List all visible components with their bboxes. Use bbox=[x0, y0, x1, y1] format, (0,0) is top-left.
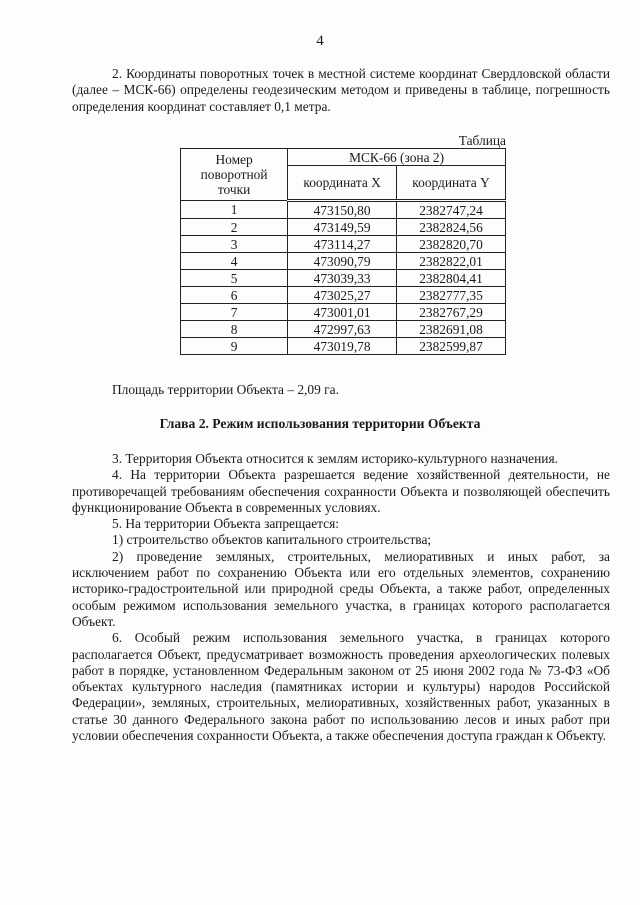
cell-y: 2382747,24 bbox=[397, 201, 506, 219]
page-number: 4 bbox=[316, 33, 324, 49]
cell-x: 472997,63 bbox=[288, 321, 397, 338]
chapter-title: Глава 2. Режим использования территории Объекта bbox=[159, 416, 481, 431]
paragraph-6: 6. Особый режим использования земельного участка, в границах которого располагается Объект, предусматривает возможность проведения археологических полевых работ в порядке, установленном Федеральным законом от 25 июня 2002 года № 73-ФЗ «Об объектах культурного наследия (памятниках истории и культуры) народов Российской Федерации», земляных, строительных, мелиоративных, хозяйственных работ, указанных в статье 30 данного Федерального закона работ по использованию лесов и иных работ при условии обеспечения сохранности Объекта, а также обеспечения доступа граждан к Объекту. bbox=[72, 630, 610, 744]
cell-y: 2382777,35 bbox=[397, 287, 506, 304]
header-coordinate-x-label: координата X bbox=[303, 175, 381, 190]
section-usage-regime bbox=[72, 451, 610, 744]
cell-point-number: 1 bbox=[181, 201, 288, 219]
paragraph-2: 2. Координаты поворотных точек в местной системе координат Свердловской области (далее – МСК-66) определены геодезическим методом и приведены в таблице, погрешность определения координат составляет 0,1 метра. bbox=[72, 66, 610, 114]
table-row bbox=[181, 287, 506, 304]
table-row bbox=[181, 338, 506, 355]
cell-point-number: 2 bbox=[181, 219, 288, 236]
header-coordinate-y bbox=[397, 166, 506, 201]
header-point-number: Номер поворотной точки bbox=[181, 149, 288, 201]
cell-x: 473090,79 bbox=[288, 253, 397, 270]
cell-y: 2382820,70 bbox=[397, 236, 506, 253]
cell-point-number: 4 bbox=[181, 253, 288, 270]
cell-x: 473114,27 bbox=[288, 236, 397, 253]
cell-y: 2382767,29 bbox=[397, 304, 506, 321]
table-row bbox=[181, 253, 506, 270]
cell-x: 473025,27 bbox=[288, 287, 397, 304]
cell-x: 473039,33 bbox=[288, 270, 397, 287]
header-msk66-zone: МСК-66 (зона 2) bbox=[288, 149, 506, 166]
cell-point-number: 6 bbox=[181, 287, 288, 304]
paragraph-5: 5. На территории Объекта запрещается: bbox=[112, 516, 339, 532]
paragraph-4: 4. На территории Объекта разрешается ведение хозяйственной деятельности, не противоречащей требованиям обеспечения сохранности Объекта и позволяющей обеспечить функционирование Объекта в современных условиях. bbox=[72, 467, 610, 515]
cell-point-number: 3 bbox=[181, 236, 288, 253]
cell-y: 2382691,08 bbox=[397, 321, 506, 338]
section-coordinates-intro bbox=[72, 66, 610, 115]
table-caption: Таблица bbox=[458, 133, 506, 148]
cell-y: 2382599,87 bbox=[397, 338, 506, 355]
cell-y: 2382822,01 bbox=[397, 253, 506, 270]
paragraph-3: 3. Территория Объекта относится к землям историко-культурного назначения. bbox=[112, 451, 558, 466]
table-row bbox=[181, 304, 506, 321]
cell-x: 473150,80 bbox=[288, 201, 397, 219]
list-item-1: 1) строительство объектов капитального строительства; bbox=[112, 532, 432, 548]
cell-y: 2382824,56 bbox=[397, 219, 506, 236]
cell-point-number: 9 bbox=[181, 338, 288, 355]
table-row bbox=[181, 236, 506, 253]
cell-x: 473001,01 bbox=[288, 304, 397, 321]
header-coordinate-y-label: координата Y bbox=[412, 175, 490, 190]
cell-point-number: 5 bbox=[181, 270, 288, 287]
cell-x: 473149,59 bbox=[288, 219, 397, 236]
table-row bbox=[181, 201, 506, 219]
territory-area: Площадь территории Объекта – 2,09 га. bbox=[112, 382, 339, 397]
list-item-2: 2) проведение земляных, строительных, мелиоративных и иных работ, за исключением работ по сохранению Объекта или его отдельных элементов, сохранению историко-градостроительной или природной среды Объекта, а также работ, определенных особым режимом использования земельного участка, в границах которого располагается Объект. bbox=[72, 548, 610, 629]
header-coordinate-x bbox=[288, 166, 397, 201]
cell-point-number: 8 bbox=[181, 321, 288, 338]
table-row bbox=[181, 321, 506, 338]
cell-x: 473019,78 bbox=[288, 338, 397, 355]
table-row bbox=[181, 270, 506, 287]
cell-point-number: 7 bbox=[181, 304, 288, 321]
table-row bbox=[181, 219, 506, 236]
coordinates-table bbox=[180, 148, 506, 355]
cell-y: 2382804,41 bbox=[397, 270, 506, 287]
